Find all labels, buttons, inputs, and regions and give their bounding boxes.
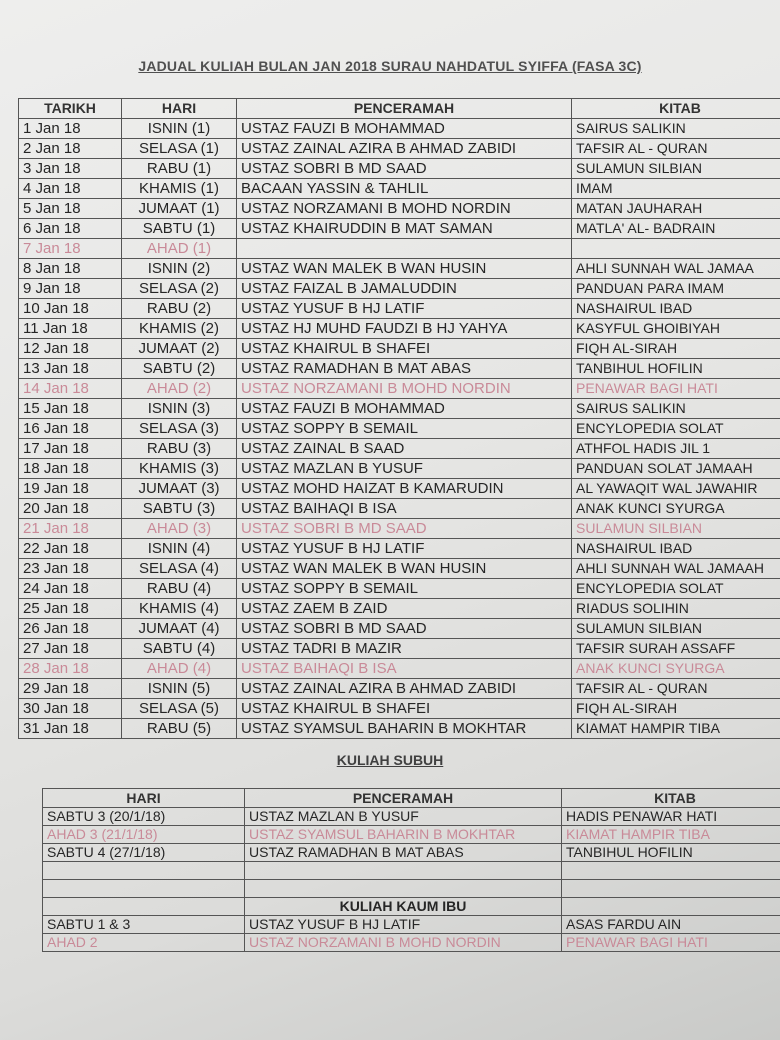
cell-tarikh: 23 Jan 18 — [19, 559, 122, 579]
cell-hari: KHAMIS (2) — [122, 319, 237, 339]
cell-hari: KHAMIS (3) — [122, 459, 237, 479]
cell-hari: RABU (1) — [122, 159, 237, 179]
cell-tarikh: 25 Jan 18 — [19, 599, 122, 619]
cell-kitab: NASHAIRUL IBAD — [572, 539, 780, 559]
cell-penceramah: USTAZ KHAIRUDDIN B MAT SAMAN — [237, 219, 572, 239]
cell-penceramah: USTAZ ZAINAL AZIRA B AHMAD ZABIDI — [237, 139, 572, 159]
cell-kitab: ANAK KUNCI SYURGA — [572, 659, 780, 679]
table-row — [19, 599, 780, 619]
header-penceramah: PENCERAMAH — [237, 99, 572, 119]
subuh-header-row — [43, 789, 780, 808]
cell-tarikh: 9 Jan 18 — [19, 279, 122, 299]
cell-penceramah: USTAZ FAUZI B MOHAMMAD — [237, 119, 572, 139]
cell-hari: KHAMIS (1) — [122, 179, 237, 199]
cell-hari: JUMAAT (2) — [122, 339, 237, 359]
cell-tarikh: 22 Jan 18 — [19, 539, 122, 559]
cell-tarikh: 3 Jan 18 — [19, 159, 122, 179]
table-row — [19, 559, 780, 579]
table-row — [43, 808, 780, 826]
table-row — [19, 259, 780, 279]
cell-tarikh: 2 Jan 18 — [19, 139, 122, 159]
kaum-ibu-rows — [43, 916, 780, 952]
cell-penceramah: USTAZ KHAIRUL B SHAFEI — [237, 339, 572, 359]
table-row — [43, 916, 780, 934]
cell-hari: ISNIN (2) — [122, 259, 237, 279]
cell-hari: AHAD 2 — [43, 934, 245, 952]
cell-penceramah: USTAZ SYAMSUL BAHARIN B MOKHTAR — [245, 826, 562, 844]
cell-kitab: SULAMUN SILBIAN — [572, 519, 780, 539]
cell-hari: RABU (5) — [122, 719, 237, 739]
cell-tarikh: 28 Jan 18 — [19, 659, 122, 679]
cell-tarikh: 18 Jan 18 — [19, 459, 122, 479]
cell-penceramah: USTAZ YUSUF B HJ LATIF — [237, 299, 572, 319]
cell-tarikh: 1 Jan 18 — [19, 119, 122, 139]
cell-kitab — [572, 239, 780, 259]
cell-penceramah: USTAZ SOBRI B MD SAAD — [237, 619, 572, 639]
cell-hari: AHAD (2) — [122, 379, 237, 399]
table-row — [19, 419, 780, 439]
table-row — [19, 279, 780, 299]
cell-penceramah: USTAZ SOPPY B SEMAIL — [237, 579, 572, 599]
cell-penceramah: USTAZ TADRI B MAZIR — [237, 639, 572, 659]
blank-row — [43, 880, 780, 898]
cell-kitab: HADIS PENAWAR HATI — [562, 808, 780, 826]
cell-kitab: MATAN JAUHARAH — [572, 199, 780, 219]
table-row — [43, 844, 780, 862]
table-row — [43, 934, 780, 952]
table-row — [19, 659, 780, 679]
cell-kitab: KASYFUL GHOIBIYAH — [572, 319, 780, 339]
cell-penceramah: USTAZ FAIZAL B JAMALUDDIN — [237, 279, 572, 299]
cell-kitab: AHLI SUNNAH WAL JAMAA — [572, 259, 780, 279]
cell-hari: JUMAAT (4) — [122, 619, 237, 639]
header-hari: HARI — [122, 99, 237, 119]
cell-hari: KHAMIS (4) — [122, 599, 237, 619]
cell-tarikh: 15 Jan 18 — [19, 399, 122, 419]
cell-kitab: PENAWAR BAGI HATI — [572, 379, 780, 399]
cell-tarikh: 10 Jan 18 — [19, 299, 122, 319]
table-row — [19, 459, 780, 479]
cell-penceramah: USTAZ HJ MUHD FAUDZI B HJ YAHYA — [237, 319, 572, 339]
cell-penceramah: USTAZ NORZAMANI B MOHD NORDIN — [237, 199, 572, 219]
cell-penceramah: USTAZ MAZLAN B YUSUF — [237, 459, 572, 479]
table-row — [19, 179, 780, 199]
cell-tarikh: 11 Jan 18 — [19, 319, 122, 339]
cell-hari: ISNIN (1) — [122, 119, 237, 139]
cell-tarikh: 13 Jan 18 — [19, 359, 122, 379]
cell-tarikh: 14 Jan 18 — [19, 379, 122, 399]
cell-hari: AHAD 3 (21/1/18) — [43, 826, 245, 844]
header-tarikh: TARIKH — [19, 99, 122, 119]
table-row — [19, 699, 780, 719]
kuliah-subuh-table — [42, 788, 780, 952]
table-row — [19, 379, 780, 399]
cell-kitab: SAIRUS SALIKIN — [572, 399, 780, 419]
cell-kitab: ENCYLOPEDIA SOLAT — [572, 579, 780, 599]
kaum-ibu-title: KULIAH KAUM IBU — [245, 898, 562, 916]
kaum-ibu-section — [43, 898, 780, 916]
cell-hari: ISNIN (4) — [122, 539, 237, 559]
cell-kitab: FIQH AL-SIRAH — [572, 339, 780, 359]
cell-hari: SABTU 3 (20/1/18) — [43, 808, 245, 826]
cell-kitab: IMAM — [572, 179, 780, 199]
cell-tarikh: 24 Jan 18 — [19, 579, 122, 599]
cell-tarikh: 26 Jan 18 — [19, 619, 122, 639]
table-row — [19, 639, 780, 659]
cell-tarikh: 4 Jan 18 — [19, 179, 122, 199]
table-row — [19, 319, 780, 339]
table-row — [19, 479, 780, 499]
cell-penceramah: USTAZ WAN MALEK B WAN HUSIN — [237, 259, 572, 279]
table-row — [19, 199, 780, 219]
cell-kitab: TAFSIR AL - QURAN — [572, 139, 780, 159]
table-row — [19, 119, 780, 139]
cell-hari: AHAD (4) — [122, 659, 237, 679]
cell-penceramah: USTAZ SOPPY B SEMAIL — [237, 419, 572, 439]
cell-kitab: KIAMAT HAMPIR TIBA — [572, 719, 780, 739]
cell-tarikh: 6 Jan 18 — [19, 219, 122, 239]
cell-hari: ISNIN (5) — [122, 679, 237, 699]
cell-hari: SABTU 4 (27/1/18) — [43, 844, 245, 862]
cell-penceramah: USTAZ SOBRI B MD SAAD — [237, 159, 572, 179]
cell-kitab: TAFSIR SURAH ASSAFF — [572, 639, 780, 659]
cell-penceramah — [237, 239, 572, 259]
cell-penceramah: BACAAN YASSIN & TAHLIL — [237, 179, 572, 199]
cell-hari: JUMAAT (3) — [122, 479, 237, 499]
table-row — [43, 826, 780, 844]
cell-kitab: TAFSIR AL - QURAN — [572, 679, 780, 699]
cell-penceramah: USTAZ MAZLAN B YUSUF — [245, 808, 562, 826]
cell-hari: JUMAAT (1) — [122, 199, 237, 219]
table-row — [19, 519, 780, 539]
cell-kitab: FIQH AL-SIRAH — [572, 699, 780, 719]
cell-kitab: SULAMUN SILBIAN — [572, 619, 780, 639]
blank-row — [43, 862, 780, 880]
cell-kitab: ATHFOL HADIS JIL 1 — [572, 439, 780, 459]
cell-penceramah: USTAZ RAMADHAN B MAT ABAS — [245, 844, 562, 862]
cell-kitab: AL YAWAQIT WAL JAWAHIR — [572, 479, 780, 499]
cell-kitab: ENCYLOPEDIA SOLAT — [572, 419, 780, 439]
cell-kitab: PANDUAN PARA IMAM — [572, 279, 780, 299]
cell-hari: AHAD (3) — [122, 519, 237, 539]
cell-penceramah: USTAZ RAMADHAN B MAT ABAS — [237, 359, 572, 379]
cell-tarikh: 12 Jan 18 — [19, 339, 122, 359]
table-header-row — [19, 99, 780, 119]
table-row — [19, 399, 780, 419]
cell-penceramah: USTAZ YUSUF B HJ LATIF — [237, 539, 572, 559]
table-row — [19, 439, 780, 459]
table-row — [19, 579, 780, 599]
cell-kitab: PENAWAR BAGI HATI — [562, 934, 780, 952]
cell-tarikh: 30 Jan 18 — [19, 699, 122, 719]
cell-kitab: SULAMUN SILBIAN — [572, 159, 780, 179]
cell-kitab: TANBIHUL HOFILIN — [562, 844, 780, 862]
cell-tarikh: 19 Jan 18 — [19, 479, 122, 499]
table-row — [19, 619, 780, 639]
cell-hari: ISNIN (3) — [122, 399, 237, 419]
kaum-ibu-title-row — [43, 898, 780, 916]
lecture-schedule-table — [18, 98, 780, 739]
cell-kitab: AHLI SUNNAH WAL JAMAAH — [572, 559, 780, 579]
table-row — [19, 139, 780, 159]
blank-rows — [43, 862, 780, 898]
cell-penceramah: USTAZ FAUZI B MOHAMMAD — [237, 399, 572, 419]
cell-hari: SELASA (2) — [122, 279, 237, 299]
table-row — [19, 239, 780, 259]
cell-hari: SELASA (5) — [122, 699, 237, 719]
cell-hari: SABTU (4) — [122, 639, 237, 659]
cell-kitab: KIAMAT HAMPIR TIBA — [562, 826, 780, 844]
cell-hari: SELASA (1) — [122, 139, 237, 159]
cell-penceramah: USTAZ ZAEM B ZAID — [237, 599, 572, 619]
table-row — [19, 299, 780, 319]
page-title: JADUAL KULIAH BULAN JAN 2018 SURAU NAHDATUL SYIFFA (FASA 3C) — [138, 58, 642, 74]
cell-penceramah: USTAZ NORZAMANI B MOHD NORDIN — [245, 934, 562, 952]
cell-hari: RABU (4) — [122, 579, 237, 599]
cell-tarikh: 17 Jan 18 — [19, 439, 122, 459]
table-row — [19, 159, 780, 179]
cell-hari: SABTU (1) — [122, 219, 237, 239]
cell-penceramah: USTAZ MOHD HAIZAT B KAMARUDIN — [237, 479, 572, 499]
table-row — [19, 359, 780, 379]
subuh-header-kitab: KITAB — [562, 789, 780, 808]
table-row — [19, 679, 780, 699]
header-kitab: KITAB — [572, 99, 780, 119]
cell-hari: AHAD (1) — [122, 239, 237, 259]
table-row — [19, 719, 780, 739]
kuliah-subuh-title: KULIAH SUBUH — [336, 752, 444, 768]
table-row — [19, 539, 780, 559]
cell-kitab: ANAK KUNCI SYURGA — [572, 499, 780, 519]
schedule-rows — [19, 119, 780, 739]
cell-penceramah: USTAZ BAIHAQI B ISA — [237, 499, 572, 519]
subuh-header-penceramah: PENCERAMAH — [245, 789, 562, 808]
cell-tarikh: 7 Jan 18 — [19, 239, 122, 259]
cell-kitab: NASHAIRUL IBAD — [572, 299, 780, 319]
cell-kitab: SAIRUS SALIKIN — [572, 119, 780, 139]
table-row — [19, 499, 780, 519]
cell-penceramah: USTAZ SOBRI B MD SAAD — [237, 519, 572, 539]
cell-tarikh: 31 Jan 18 — [19, 719, 122, 739]
cell-penceramah: USTAZ BAIHAQI B ISA — [237, 659, 572, 679]
cell-penceramah: USTAZ KHAIRUL B SHAFEI — [237, 699, 572, 719]
cell-hari: RABU (3) — [122, 439, 237, 459]
cell-tarikh: 8 Jan 18 — [19, 259, 122, 279]
cell-hari: SABTU (3) — [122, 499, 237, 519]
cell-penceramah: USTAZ ZAINAL AZIRA B AHMAD ZABIDI — [237, 679, 572, 699]
cell-tarikh: 21 Jan 18 — [19, 519, 122, 539]
cell-hari: SELASA (3) — [122, 419, 237, 439]
cell-penceramah: USTAZ YUSUF B HJ LATIF — [245, 916, 562, 934]
cell-kitab: PANDUAN SOLAT JAMAAH — [572, 459, 780, 479]
cell-kitab: MATLA' AL- BADRAIN — [572, 219, 780, 239]
cell-penceramah: USTAZ ZAINAL B SAAD — [237, 439, 572, 459]
cell-tarikh: 20 Jan 18 — [19, 499, 122, 519]
cell-hari: SABTU 1 & 3 — [43, 916, 245, 934]
cell-hari: SABTU (2) — [122, 359, 237, 379]
cell-tarikh: 27 Jan 18 — [19, 639, 122, 659]
cell-tarikh: 16 Jan 18 — [19, 419, 122, 439]
subuh-header-hari: HARI — [43, 789, 245, 808]
cell-hari: SELASA (4) — [122, 559, 237, 579]
subuh-rows — [43, 808, 780, 862]
cell-penceramah: USTAZ SYAMSUL BAHARIN B MOKHTAR — [237, 719, 572, 739]
cell-penceramah: USTAZ WAN MALEK B WAN HUSIN — [237, 559, 572, 579]
cell-hari: RABU (2) — [122, 299, 237, 319]
cell-kitab: ASAS FARDU AIN — [562, 916, 780, 934]
cell-tarikh: 29 Jan 18 — [19, 679, 122, 699]
cell-kitab: TANBIHUL HOFILIN — [572, 359, 780, 379]
cell-kitab: RIADUS SOLIHIN — [572, 599, 780, 619]
table-row — [19, 219, 780, 239]
cell-penceramah: USTAZ NORZAMANI B MOHD NORDIN — [237, 379, 572, 399]
cell-tarikh: 5 Jan 18 — [19, 199, 122, 219]
table-row — [19, 339, 780, 359]
